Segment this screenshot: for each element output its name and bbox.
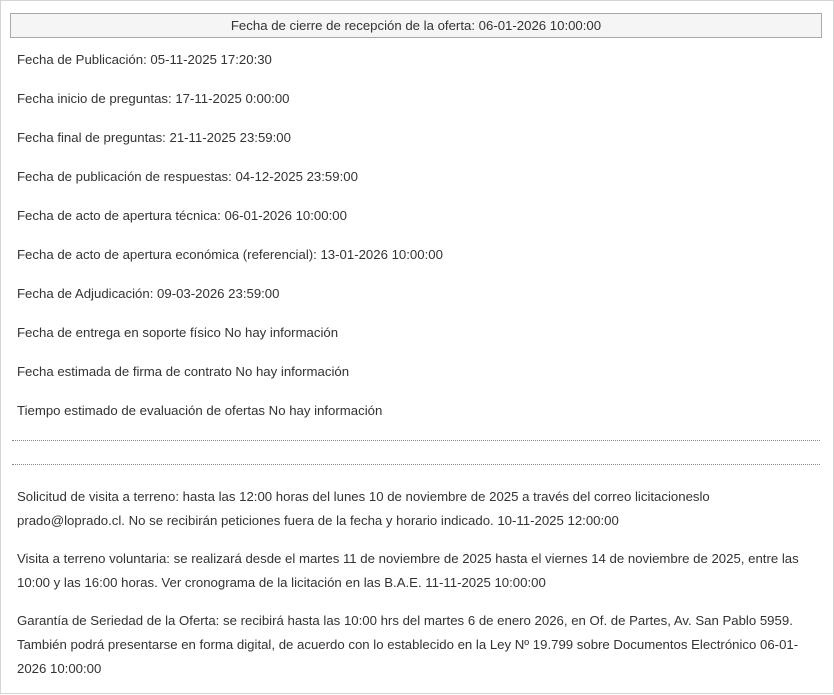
technical-opening-date: Fecha de acto de apertura técnica: 06-01-2026 10:00:00	[17, 208, 347, 223]
economic-opening-date: Fecha de acto de apertura económica (referencial): 13-01-2026 10:00:00	[17, 247, 443, 262]
site-visit-request-event: Solicitud de visita a terreno: hasta las 12:00 horas del lunes 10 de noviembre de 2025 a través del correo licitacioneslo prado@loprado.cl. No se recibirán peticiones fuera de la fecha y horario indicado. 10-11-2025 12:00:00	[17, 489, 710, 528]
events-list	[17, 485, 817, 695]
answers-publication-date: Fecha de publicación de respuestas: 04-12-2025 23:59:00	[17, 169, 358, 184]
divider	[12, 464, 820, 465]
physical-delivery-date: Fecha de entrega en soporte físico No hay información	[17, 325, 339, 340]
dates-list	[17, 48, 443, 438]
evaluation-time-estimate: Tiempo estimado de evaluación de ofertas No hay información	[17, 403, 383, 418]
bid-guarantee-event: Garantía de Seriedad de la Oferta: se recibirá hasta las 10:00 hrs del martes 6 de enero 2026, en Of. de Partes, Av. San Pablo 5959. También podrá presentarse en forma digital, de acuerdo con lo establecido en la Ley Nº 19.799 sobre Documentos Electrónico 06-01-2026 10:00:00	[17, 613, 799, 676]
award-date: Fecha de Adjudicación: 09-03-2026 23:59:00	[17, 286, 280, 301]
divider	[12, 440, 820, 441]
site-visit-event: Visita a terreno voluntaria: se realizará desde el martes 11 de noviembre de 2025 hasta el viernes 14 de noviembre de 2025, entre las 10:00 y las 16:00 horas. Ver cronograma de la licitación en las B.A.E. 11-11-2025 10:00:00	[17, 551, 799, 590]
contract-signing-date: Fecha estimada de firma de contrato No hay información	[17, 364, 350, 379]
publication-date: Fecha de Publicación: 05-11-2025 17:20:30	[17, 52, 272, 67]
questions-start-date: Fecha inicio de preguntas: 17-11-2025 0:00:00	[17, 91, 290, 106]
questions-end-date: Fecha final de preguntas: 21-11-2025 23:59:00	[17, 130, 291, 145]
closing-date-banner: Fecha de cierre de recepción de la oferta: 06-01-2026 10:00:00	[10, 13, 822, 38]
